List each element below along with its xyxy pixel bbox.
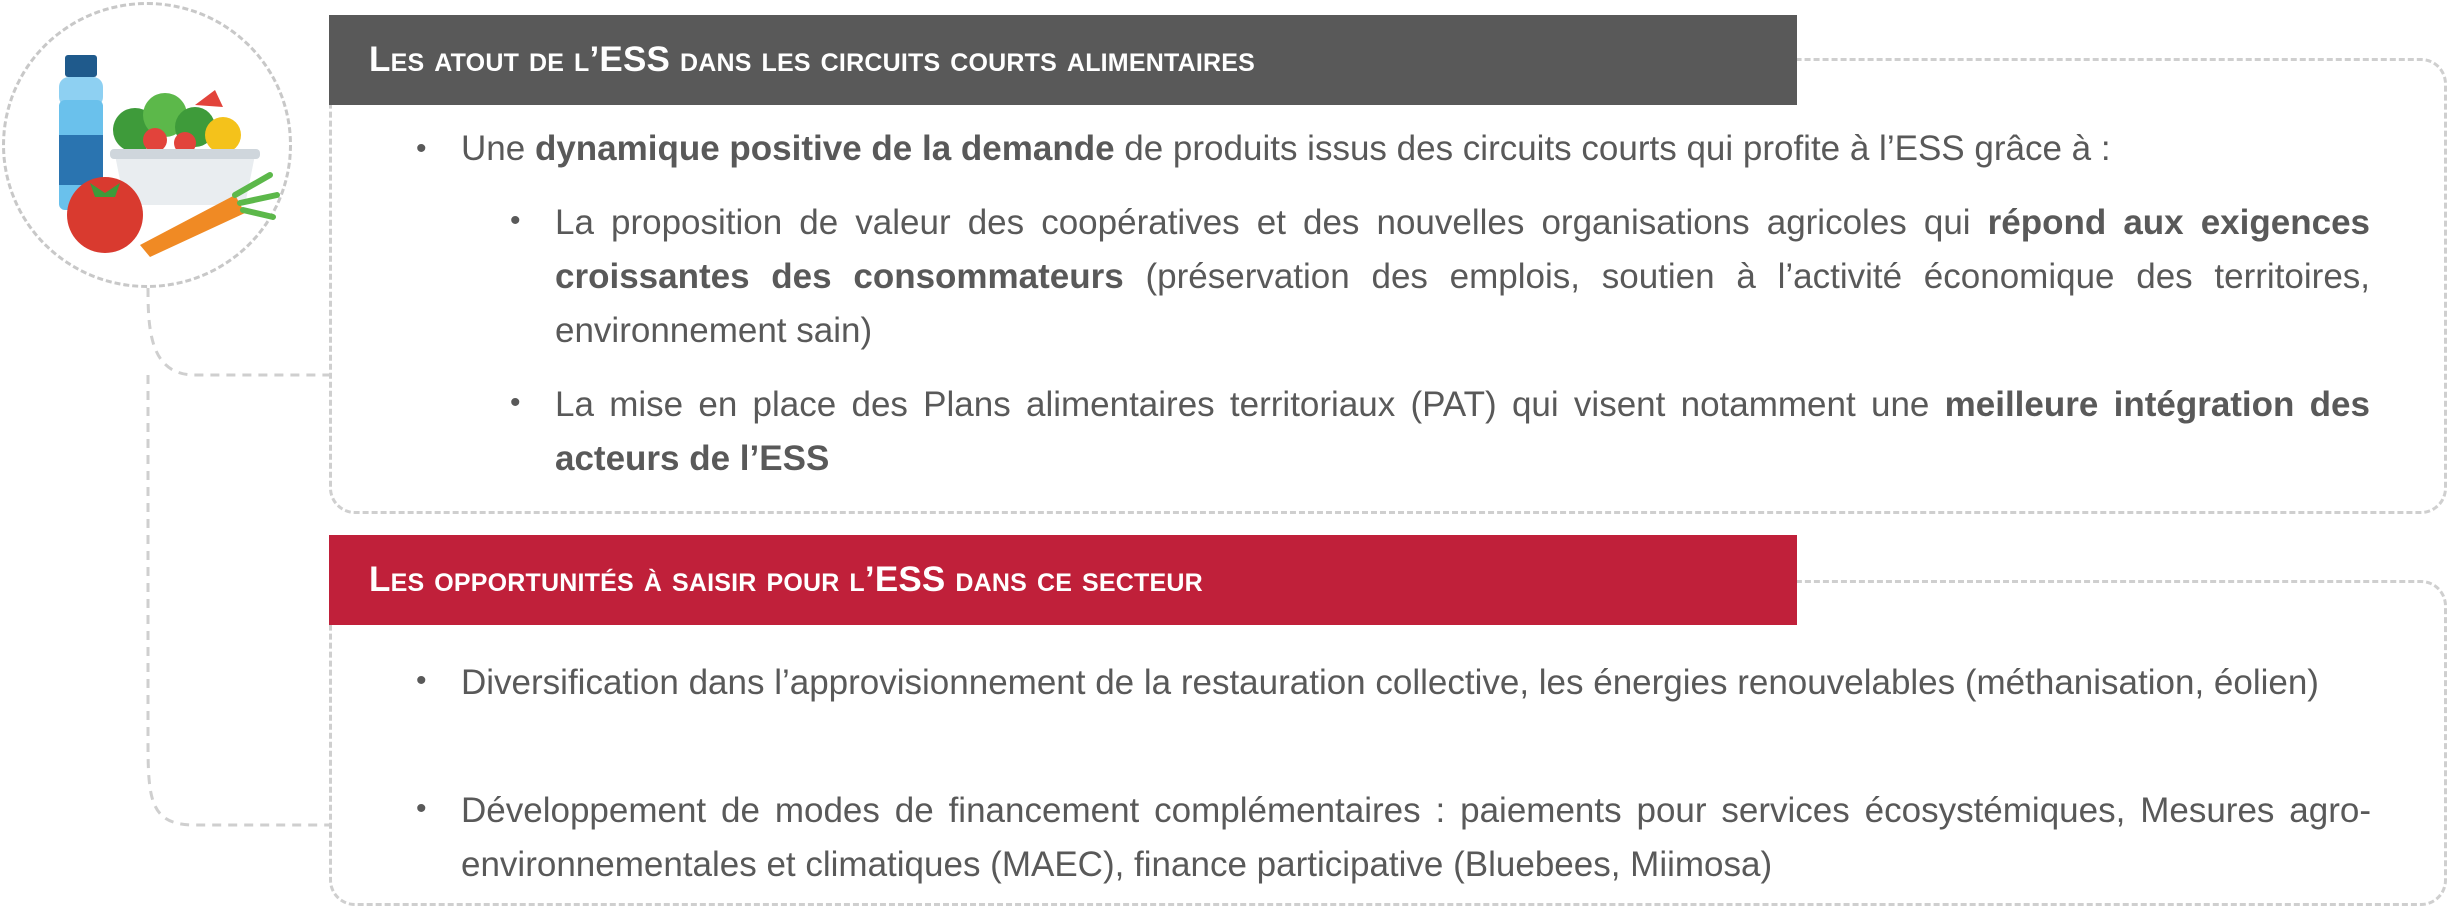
opportunity-text: Développement de modes de financement complémentaires : paiements pour services écosystémiques, Mesures agro-environnementales et climatiques (MAEC), finance participative (Bluebees, Miimosa) bbox=[461, 791, 2371, 884]
atouts-title: Les atout de l’ESS dans les circuits courts alimentaires bbox=[369, 40, 1255, 79]
bullet: • bbox=[416, 132, 427, 165]
atouts-title-band bbox=[329, 15, 1797, 105]
bullet: • bbox=[416, 664, 427, 697]
sub-item-part: La proposition de valeur des coopératives et des nouvelles organisations agricoles qui bbox=[555, 203, 1988, 242]
bullet: • bbox=[416, 792, 427, 825]
bullet: • bbox=[510, 386, 521, 419]
intro-bold: dynamique positive de la demande bbox=[534, 129, 1115, 168]
sub-item-part: La mise en place des Plans alimentaires territoriaux (PAT) qui visent notamment une bbox=[555, 385, 1945, 424]
sub-item-bold: meilleure intégration des acteurs de l’ESS bbox=[555, 385, 2370, 478]
intro-text bbox=[461, 122, 2416, 176]
food-basket-icon bbox=[45, 45, 285, 265]
opportunites-title: Les opportunités à saisir pour l’ESS dans ce secteur bbox=[369, 560, 1203, 599]
intro-part: de produits issus des circuits courts qui profite à l’ESS grâce à : bbox=[1114, 129, 2111, 168]
intro-part: Une bbox=[461, 129, 535, 168]
sub-item-part: (préservation des emplois, soutien à l’activité économique des territoires, environnement sain) bbox=[555, 257, 2371, 350]
sub-item-text bbox=[555, 196, 2370, 358]
opportunites-title-band bbox=[329, 535, 1797, 625]
opportunity-text: Diversification dans l’approvisionnement de la restauration collective, les énergies renouvelables (méthanisation, éolien) bbox=[461, 663, 2319, 702]
sub-item-text bbox=[555, 378, 2370, 486]
icon-circle bbox=[2, 2, 292, 288]
bullet: • bbox=[510, 204, 521, 237]
sub-item-bold: répond aux exigences croissantes des consommateurs bbox=[555, 203, 2370, 296]
